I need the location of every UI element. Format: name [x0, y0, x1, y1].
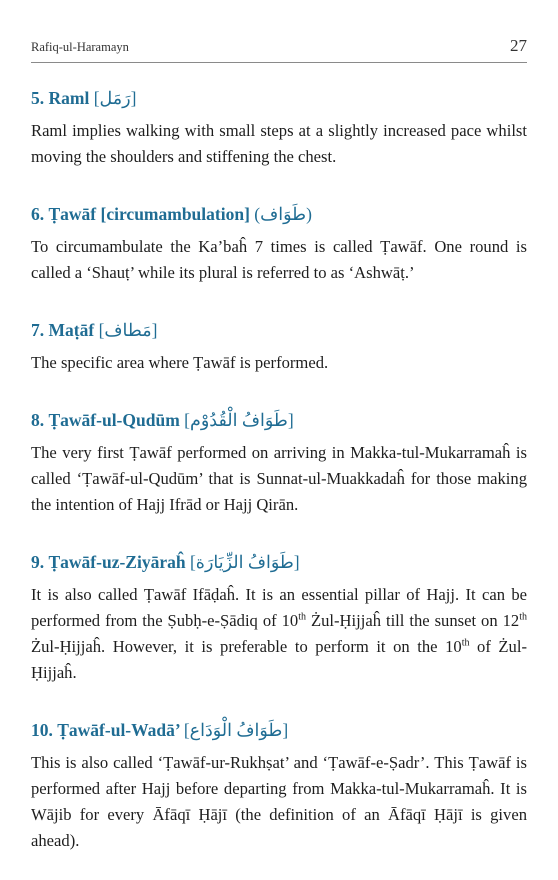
- heading-text: 7. Maṭāf: [31, 320, 95, 340]
- section-body: [31, 582, 527, 686]
- section-heading: [31, 202, 527, 226]
- page-header: [31, 36, 527, 63]
- section-body: To circumambulate the Ka’baĥ 7 times is called Ṭawāf. One round is called a ‘Shauṭ’ while its plural is referred to as ‘Ashwāṭ.’: [31, 237, 527, 282]
- section-heading: [31, 408, 527, 432]
- arabic-term: [طَوَافُ الْوَدَاع]: [183, 720, 289, 740]
- body-text-part: It is also called Ṭawāf Ifāḍaĥ. It is an essential pillar of Hajj. It can be performed from the Ṣubḥ-e-Ṣādiq of 10: [31, 585, 527, 630]
- book-title: Rafiq-ul-Haramayn: [31, 40, 129, 54]
- arabic-term: (طَوَاف): [254, 204, 312, 224]
- body-text-part: of Żul-Ḥijjaĥ.: [31, 637, 527, 682]
- section-tawaf-uz-ziyarah: [31, 550, 527, 686]
- section-tawaf-ul-wada: [31, 718, 527, 854]
- heading-text: 10. Ṭawāf-ul-Wadā’: [31, 720, 180, 740]
- heading-text: 6. Ṭawāf [circumambulation]: [31, 204, 250, 224]
- section-body: This is also called ‘Ṭawāf-ur-Rukhṣat’ and ‘Ṭawāf-e-Ṣadr’. This Ṭawāf is performed after Hajj before departing from Makka-tul-Mukarramaĥ. It is Wājib for every Āfāqī Ḥājī (the definition of an Āfāqī Ḥājī is given ahead).: [31, 753, 527, 850]
- body-text-part: Żul-Ḥijjaĥ till the sunset on 12: [305, 611, 520, 630]
- arabic-term: [رَمَل]: [93, 88, 137, 108]
- section-heading: [31, 86, 527, 110]
- heading-text: 9. Ṭawāf-uz-Ziyāraĥ: [31, 552, 186, 572]
- ordinal-suffix: th: [298, 611, 306, 623]
- section-heading: [31, 550, 527, 574]
- heading-text: 8. Ṭawāf-ul-Qudūm: [31, 410, 180, 430]
- section-body: The specific area where Ṭawāf is performed.: [31, 353, 329, 372]
- section-heading: [31, 318, 527, 342]
- body-text-part: Żul-Ḥijjaĥ. However, it is preferable to perform it on the 10: [31, 637, 462, 656]
- page-number: 27: [510, 36, 527, 55]
- arabic-term: [طَوَافُ الْقُدُوْم]: [184, 410, 294, 430]
- section-body: The very first Ṭawāf performed on arriving in Makka-tul-Mukarramaĥ is called ‘Ṭawāf-ul-Qudūm’ that is Sunnat-ul-Muakkadaĥ for those making the intention of Hajj Ifrād or Hajj Qirān.: [31, 443, 527, 514]
- ordinal-suffix: th: [519, 611, 527, 623]
- page-content: [31, 86, 527, 854]
- section-body: Raml implies walking with small steps at a slightly increased pace whilst moving the shoulders and stiffening the chest.: [31, 121, 527, 166]
- section-tawaf-ul-qudum: [31, 408, 527, 518]
- ordinal-suffix: th: [461, 637, 470, 649]
- section-mataf: [31, 318, 527, 376]
- section-tawaf: [31, 202, 527, 286]
- arabic-term: [طَوَافُ الزِّيَارَة]: [189, 552, 300, 572]
- section-raml: [31, 86, 527, 170]
- section-heading: [31, 718, 527, 742]
- heading-text: 5. Raml: [31, 88, 90, 108]
- arabic-term: [مَطاف]: [98, 320, 158, 340]
